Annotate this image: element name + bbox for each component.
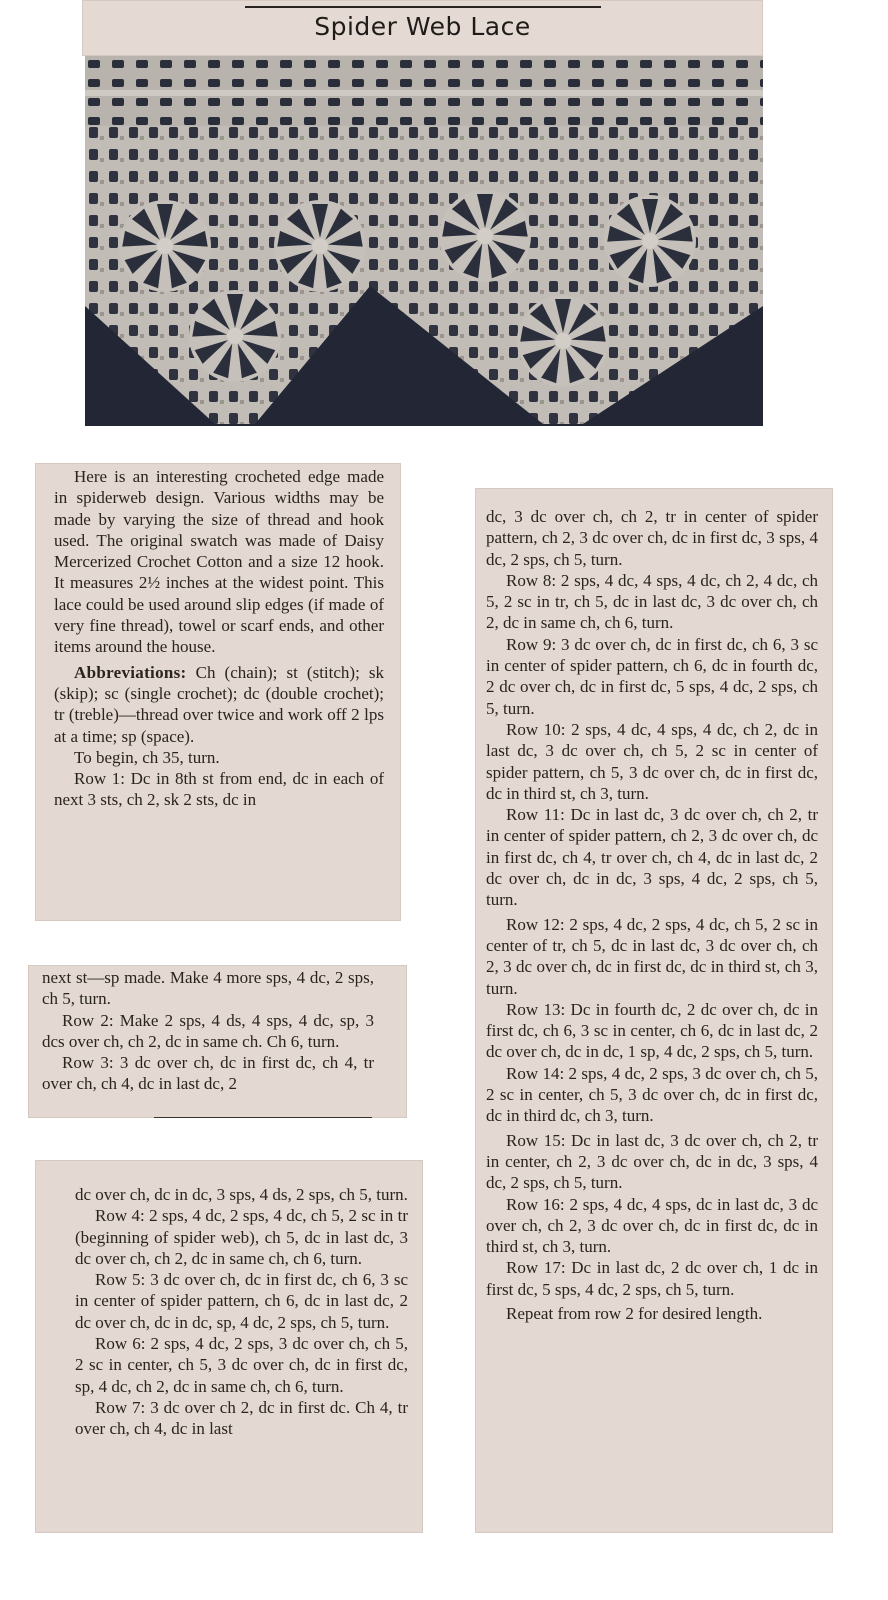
text-column-1 (35, 463, 401, 921)
title-header (82, 0, 763, 56)
row-3-part-2: dc over ch, dc in dc, 3 sps, 4 ds, 2 sps, ch 5, turn. (75, 1185, 408, 1204)
row-11: Row 11: Dc in last dc, 3 dc over ch, ch 2, tr in center of spider pattern, ch 2, 3 dc over ch, dc in first dc, ch 4, tr over ch, ch 4, dc in last dc, 2 dc over ch, dc in dc, 3 sps, 4 dc, 2 sps, ch 5, turn. (486, 805, 818, 910)
repeat-instruction: Repeat from row 2 for desired length. (506, 1303, 763, 1323)
row-1-part-2: next st—sp made. Make 4 more sps, 4 dc, 2 sps, ch 5, turn. (42, 968, 374, 1009)
lace-photo (85, 56, 763, 426)
row-15: Row 15: Dc in last dc, 3 dc over ch, ch 2, tr in center, ch 2, 3 dc over ch, dc in dc, 3 sps, 4 dc, 2 sps, ch 5, turn. (486, 1130, 818, 1193)
row-16: Row 16: 2 sps, 4 dc, 4 sps, dc in last dc, 3 dc over ch, ch 2, 3 dc over ch, dc in first dc, dc in third st, ch 3, turn. (486, 1194, 818, 1257)
text-column-4 (475, 488, 833, 1533)
page-title: Spider Web Lace (314, 12, 531, 41)
row-17: Row 17: Dc in last dc, 2 dc over ch, 1 dc in first dc, 5 sps, 4 dc, 2 sps, ch 5, turn. (486, 1258, 818, 1299)
intro-paragraph: Here is an interesting crocheted edge made in spiderweb design. Various widths may be made by varying the size of thread and hook used. The original swatch was made of Daisy Mercerized Crochet Cotton and a size 12 hook. It measures 2½ inches at the widest point. This lace could be used around slip edges (if made of very fine thread), towel or scarf ends, and other items around the house. (54, 467, 384, 657)
row-8: Row 8: 2 sps, 4 dc, 4 sps, 4 dc, ch 2, 4 dc, ch 5, 2 sc in tr, ch 5, dc in last dc, 3 dc over ch, ch 2, dc in same ch, ch 6, turn. (486, 570, 818, 633)
row-6: Row 6: 2 sps, 4 dc, 2 sps, 3 dc over ch, ch 5, 2 sc in center, ch 5, 3 dc over ch, dc in first dc, sp, 4 dc, ch 2, dc in same ch, ch 6, turn. (75, 1334, 408, 1396)
abbreviations-text: Ch (chain); st (stitch); sk (skip); sc (single crochet); dc (double crochet); tr (treble)—thread over twice and work off 2 lps at a time; sp (space). (54, 662, 384, 746)
text-column-3 (35, 1160, 423, 1533)
row-5: Row 5: 3 dc over ch, dc in first dc, ch 6, 3 sc in center of spider pattern, ch 6, dc in last dc, 2 dc over ch, dc in dc, sp, 4 dc, 2 sps, ch 5, turn. (75, 1270, 408, 1332)
to-begin-paragraph: To begin, ch 35, turn. (74, 747, 220, 767)
row-1-part-1: Row 1: Dc in 8th st from end, dc in each of next 3 sts, ch 2, sk 2 sts, dc in (54, 769, 384, 810)
row-9: Row 9: 3 dc over ch, dc in first dc, ch 6, 3 sc in center of spider pattern, ch 6, dc in fourth dc, 2 dc over ch, dc in first dc, 5 sps, 4 dc, 2 sps, ch 5, turn. (486, 634, 818, 718)
row-7-part-1: Row 7: 3 dc over ch 2, dc in first dc. Ch 4, tr over ch, ch 4, dc in last (75, 1397, 408, 1439)
row-7-part-2: dc, 3 dc over ch, ch 2, tr in center of spider pattern, ch 2, 3 dc over ch, dc in first dc, 3 sps, 4 dc, 2 sps, ch 5, turn. (486, 507, 818, 569)
abbreviations-paragraph (54, 662, 384, 747)
row-3-part-1: Row 3: 3 dc over ch, dc in first dc, ch 4, tr over ch, ch 4, dc in last dc, 2 (42, 1053, 374, 1094)
text-column-2 (28, 965, 407, 1118)
row-10: Row 10: 2 sps, 4 dc, 4 sps, 4 dc, ch 2, dc in last dc, 3 dc over ch, ch 5, 2 sc in center of spider pattern, ch 5, 3 dc over ch, dc in first dc, dc in third st, ch 3, turn. (486, 719, 818, 803)
row-2: Row 2: Make 2 sps, 4 ds, 4 sps, 4 dc, sp, 3 dcs over ch, ch 2, dc in same ch. Ch 6, turn. (42, 1010, 374, 1051)
row-14: Row 14: 2 sps, 4 dc, 2 sps, 3 dc over ch, ch 5, 2 sc in center, ch 5, 3 dc over ch, dc in first dc, dc in third dc, ch 3, turn. (486, 1063, 818, 1126)
abbreviations-label: Abbreviations: (74, 662, 187, 682)
row-12: Row 12: 2 sps, 4 dc, 2 sps, 4 dc, ch 5, 2 sc in center of tr, ch 5, dc in last dc, 3 dc over ch, ch 2, 3 dc over ch, dc in first dc, dc in third st, ch 3, turn. (486, 914, 818, 998)
clip-underline (154, 1117, 372, 1118)
row-13: Row 13: Dc in fourth dc, 2 dc over ch, dc in first dc, ch 6, 3 sc in center, ch 6, dc in last dc, 2 dc over ch, dc in dc, 1 sp, 4 dc, 2 sps, ch 5, turn. (486, 999, 818, 1062)
row-4: Row 4: 2 sps, 4 dc, 2 sps, 4 dc, ch 5, 2 sc in tr (beginning of spider web), ch 5, dc in last dc, 3 dc over ch, ch 2, dc in same ch, ch 6, turn. (75, 1206, 408, 1268)
title-rule (245, 6, 601, 8)
